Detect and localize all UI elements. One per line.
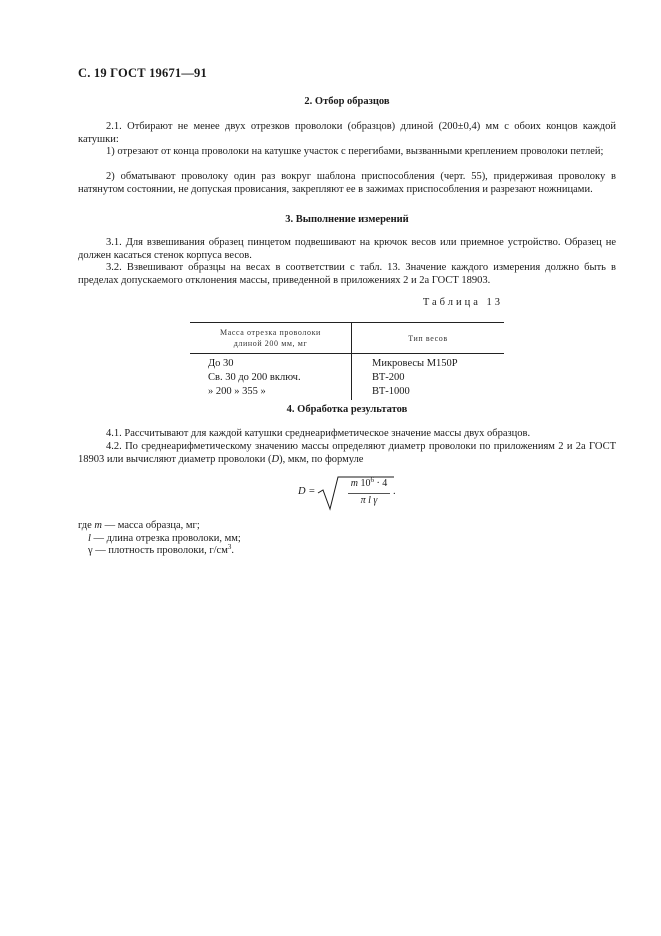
table-13 (190, 322, 504, 400)
paragraph-4-1: 4.1. Рассчитывают для каждой катушки среднеарифметическое значение массы двух образцов. (106, 428, 531, 439)
section-2-title: 2. Отбор образцов (304, 96, 390, 107)
definition-m: где m — масса образца, мг; (78, 520, 200, 531)
section-4-title: 4. Обработка результатов (286, 404, 408, 415)
formula-numerator: m $10^6 \cdot 4$ (350, 476, 388, 489)
formula-denominator: π l γ (360, 495, 378, 506)
table-caption: Таблица 13 (422, 297, 503, 308)
table-row (190, 370, 504, 384)
paragraph-2-1-item-2: 2) обматывают проволоку один раз вокруг шаблона приспособления (черт. 55), придерживая проволоку в натянутом состоянии, не допуская провисания, закрепляют ее в зажимах приспособления и разрезают ножницами. (78, 171, 616, 195)
table-cell-type: ВТ-200 (372, 372, 405, 383)
diameter-formula (298, 476, 408, 512)
table-cell-mass: » 200 » 355 » (190, 384, 352, 400)
paragraph-4-2: 4.2. По среднеарифметическому значению массы определяют диаметр проволоки по приложениям 2 и 2а ГОСТ 18903 или вычисляют диаметр проволоки (D), мкм, по формуле (78, 441, 616, 465)
definition-gamma: γ — плотность проволоки, $г/см^3$. (88, 543, 234, 557)
paragraph-3-1: 3.1. Для взвешивания образец пинцетом подвешивают на крючок весов или приемное устройство. Образец не должен касаться стенок корпуса весов. (78, 237, 616, 261)
table-cell-type: ВТ-1000 (372, 386, 410, 397)
paragraph-3-2: 3.2. Взвешивают образцы на весах в соответствии с табл. 13. Значение каждого измерения должно быть в пределах допускаемого отклонения массы, приведенной в приложениях 2 и 2а ГОСТ 18903. (78, 262, 616, 286)
definition-l: l — длина отрезка проволоки, мм; (88, 532, 241, 544)
table-cell-mass: Св. 30 до 200 включ. (190, 370, 352, 384)
variable-definitions (78, 520, 241, 558)
page-header: С. 19 ГОСТ 19671—91 (78, 66, 207, 80)
table-row (190, 384, 504, 400)
formula-lhs: D = (298, 486, 316, 497)
table-cell-mass: До 30 (190, 354, 352, 371)
table-header-mass: Масса отрезка проволоки длиной 200 мм, мг (190, 323, 352, 354)
formula-period: . (393, 486, 396, 497)
paragraph-2-1: 2.1. Отбирают не менее двух отрезков проволоки (образцов) длиной (200±0,4) мм с обоих концов каждой катушки: (78, 121, 616, 145)
table-header-row (190, 323, 504, 354)
paragraph-2-1-item-1: 1) отрезают от конца проволоки на катушке участок с перегибами, вызванными креплением проволоки петлей; (106, 146, 604, 157)
section-3-title: 3. Выполнение измерений (285, 214, 409, 225)
table-cell-type: Микровесы М150Р (372, 358, 458, 369)
table-row (190, 354, 504, 371)
table-header-type: Тип весов (408, 333, 448, 343)
